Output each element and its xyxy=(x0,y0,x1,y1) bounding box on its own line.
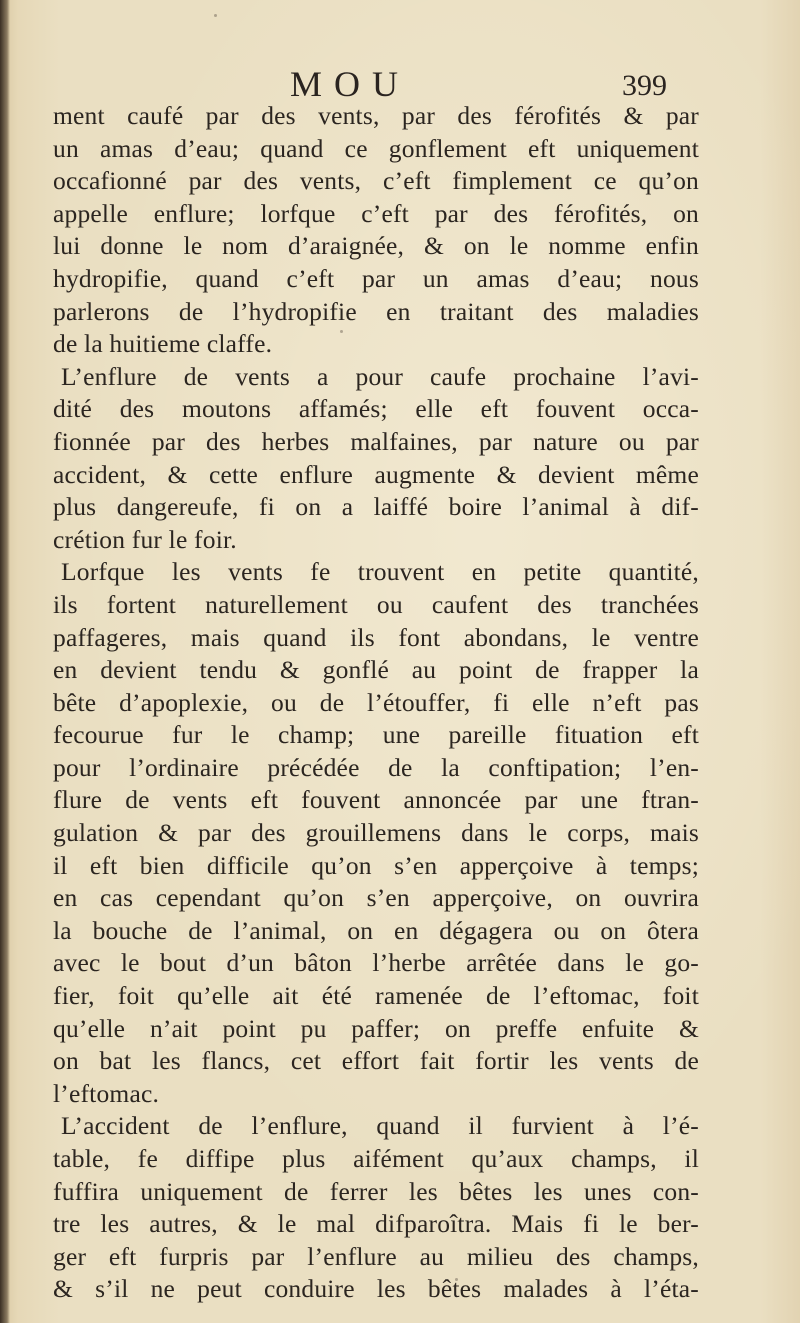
text-line: appelle enflure; lorfque c’eft par des férofités, on xyxy=(53,198,699,228)
text-line: flure de vents eft fouvent annoncée par une ftran- xyxy=(53,785,699,815)
paper-speck xyxy=(340,330,343,333)
text-line: ment caufé par des vents, par des férofités & par xyxy=(53,101,699,130)
running-title: MOU xyxy=(290,64,411,104)
body-text xyxy=(53,100,699,1306)
paragraph-end-line: crétion fur le foir. xyxy=(53,524,237,554)
text-line: pour l’ordinaire précédée de la conftipation; l’en- xyxy=(53,752,699,782)
text-line: en devient tendu & gonflé au point de frapper la xyxy=(53,655,699,685)
text-line: accident, & cette enflure augmente & devient même xyxy=(53,459,699,489)
text-line: fecourue fur le champ; une pareille fituation eft xyxy=(53,720,699,750)
text-line: parlerons de l’hydropifie en traitant des maladies xyxy=(53,296,699,326)
text-line: fuffira uniquement de ferrer les bêtes les unes con- xyxy=(53,1176,699,1206)
text-line: on bat les flancs, cet effort fait fortir les vents de xyxy=(53,1046,699,1076)
text-line: table, fe diffipe plus aifément qu’aux champs, il xyxy=(53,1144,699,1173)
text-line: bête d’apoplexie, ou de l’étouffer, fi elle n’eft pas xyxy=(53,687,699,717)
text-line: paffageres, mais quand ils font abondans, le ventre xyxy=(53,622,699,652)
text-line: tre les autres, & le mal difparoîtra. Mais fi le ber- xyxy=(53,1209,699,1239)
paragraph-start-line: Lorfque les vents fe trouvent en petite quantité, xyxy=(61,557,699,587)
text-line: plus dangereufe, fi on a laiffé boire l’animal à dif- xyxy=(53,492,699,522)
page-gutter xyxy=(0,0,10,1323)
text-line: gulation & par des grouillemens dans le corps, mais xyxy=(53,818,699,848)
paragraph-start-line: L’enflure de vents a pour caufe prochaine l’avi- xyxy=(61,361,699,391)
text-line: ger eft furpris par l’enflure au milieu des champs, xyxy=(53,1241,699,1271)
text-line: dité des moutons affamés; elle eft fouvent occa- xyxy=(53,394,699,424)
paper-speck xyxy=(455,1278,458,1281)
paragraph-end-line: l’eftomac. xyxy=(53,1078,160,1108)
text-line: avec le bout d’un bâton l’herbe arrêtée dans le go- xyxy=(53,948,699,978)
text-line: un amas d’eau; quand ce gonflement eft uniquement xyxy=(53,133,699,163)
text-line: hydropifie, quand c’eft par un amas d’eau; nous xyxy=(53,263,699,293)
paragraph-end-line: de la huitieme claffe. xyxy=(53,329,273,359)
paper-speck xyxy=(214,14,217,17)
text-line: qu’elle n’ait point pu paffer; on preffe enfuite & xyxy=(53,1013,699,1043)
page-number: 399 xyxy=(622,69,667,102)
text-line: ils fortent naturellement ou caufent des tranchées xyxy=(53,589,699,619)
paragraph-start-line: L’accident de l’enflure, quand il furvient à l’é- xyxy=(61,1111,699,1141)
text-line: la bouche de l’animal, on en dégagera ou on ôtera xyxy=(53,915,699,945)
text-line: fionnée par des herbes malfaines, par nature ou par xyxy=(53,426,699,456)
text-line: occafionné par des vents, c’eft fimplement ce qu’on xyxy=(53,166,699,196)
text-line: & s’il ne peut conduire les bêtes malades à l’éta- xyxy=(53,1274,699,1304)
text-line: lui donne le nom d’araignée, & on le nomme enfin xyxy=(53,231,699,261)
text-line: il eft bien difficile qu’on s’en apperçoive à temps; xyxy=(53,850,699,880)
text-line: en cas cependant qu’on s’en apperçoive, on ouvrira xyxy=(53,883,699,913)
text-line: fier, foit qu’elle ait été ramenée de l’eftomac, foit xyxy=(53,981,699,1011)
